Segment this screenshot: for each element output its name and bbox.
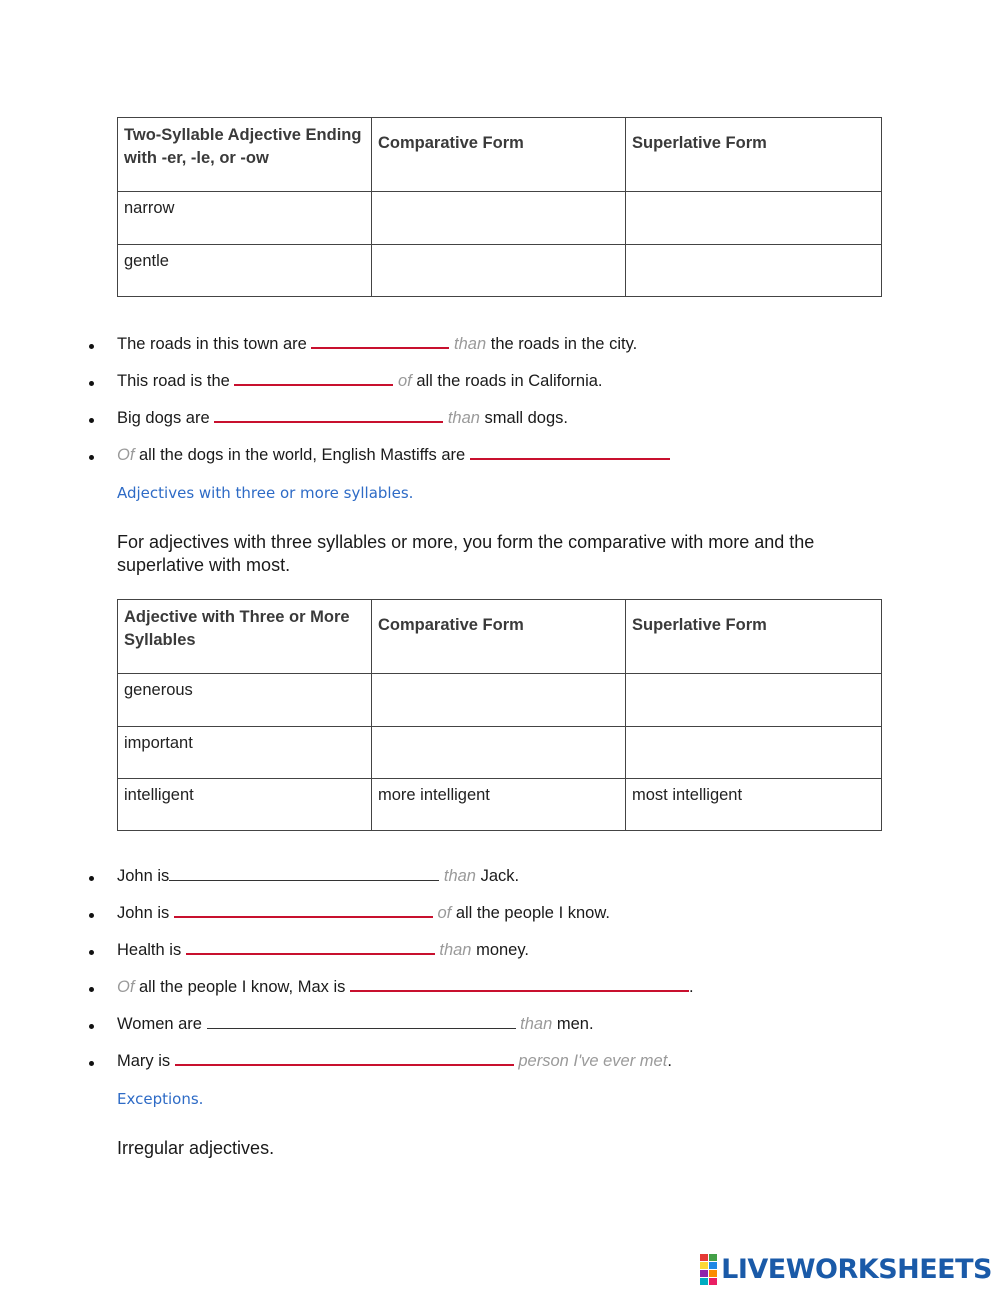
logo-block	[709, 1270, 717, 1277]
section-paragraph: Irregular adjectives.	[117, 1138, 275, 1158]
comparative-example-cell: more intelligent	[372, 779, 626, 831]
table2-cell: generous	[118, 674, 372, 727]
brand-name: LIVEWORKSHEETS	[721, 1253, 992, 1285]
superlative-answer-cell[interactable]	[626, 727, 882, 779]
answer-blank[interactable]	[214, 409, 443, 423]
table1-header-adjective: Two-Syllable Adjective Ending with -er, -le, or -ow	[118, 118, 372, 192]
section-paragraph: For adjectives with three syllables or more, you form the comparative with more and the superlative with most.	[117, 532, 815, 575]
answer-blank[interactable]	[207, 1016, 516, 1029]
liveworksheets-logo-icon	[700, 1254, 717, 1285]
answer-blank[interactable]	[169, 868, 439, 881]
exercise-item: The roads in this town are than the roads in the city.	[117, 335, 638, 353]
section-heading: Exceptions.	[117, 1090, 204, 1108]
answer-blank[interactable]	[470, 446, 670, 460]
exercise-item: Big dogs are than small dogs.	[117, 409, 568, 427]
table-row	[118, 192, 882, 245]
table-row	[118, 674, 882, 727]
exercise-item: Of all the dogs in the world, English Mastiffs are	[117, 446, 670, 465]
logo-block	[709, 1278, 717, 1285]
superlative-answer-cell[interactable]	[626, 192, 882, 245]
exercise-item: John is of all the people I know.	[117, 904, 610, 922]
exercise-item: Of all the people I know, Max is .	[117, 978, 694, 996]
table1-header-comparative: Comparative Form	[372, 118, 626, 192]
liveworksheets-logo	[700, 1254, 992, 1284]
answer-blank[interactable]	[350, 978, 689, 992]
superlative-example-cell: most intelligent	[626, 779, 882, 831]
exercise-item: John is than Jack.	[117, 867, 520, 885]
exercise-item: Health is than money.	[117, 941, 529, 959]
three-syllable-table	[117, 599, 882, 831]
table1-cell: narrow	[118, 192, 372, 245]
comparative-answer-cell[interactable]	[372, 674, 626, 727]
answer-blank[interactable]	[234, 372, 393, 386]
table2-header-comparative: Comparative Form	[372, 600, 626, 674]
superlative-answer-cell[interactable]	[626, 245, 882, 297]
table1-cell: gentle	[118, 245, 372, 297]
logo-block	[709, 1262, 717, 1269]
logo-block	[709, 1254, 717, 1261]
answer-blank[interactable]	[175, 1052, 514, 1066]
comparative-answer-cell[interactable]	[372, 727, 626, 779]
logo-block	[700, 1270, 708, 1277]
table2-cell: intelligent	[118, 779, 372, 831]
answer-blank[interactable]	[174, 904, 433, 918]
answer-blank[interactable]	[186, 941, 435, 955]
comparative-answer-cell[interactable]	[372, 192, 626, 245]
section-heading: Adjectives with three or more syllables.	[117, 484, 414, 502]
table-row	[118, 779, 882, 831]
comparative-answer-cell[interactable]	[372, 245, 626, 297]
exercise-item: Mary is person I've ever met.	[117, 1052, 672, 1070]
answer-blank[interactable]	[311, 335, 449, 349]
table-row	[118, 727, 882, 779]
table-row	[118, 245, 882, 297]
logo-block	[700, 1262, 708, 1269]
superlative-answer-cell[interactable]	[626, 674, 882, 727]
table2-header-superlative: Superlative Form	[626, 600, 882, 674]
exercise-item: This road is the of all the roads in California.	[117, 372, 603, 390]
exercise-item: Women are than men.	[117, 1015, 594, 1033]
table2-cell: important	[118, 727, 372, 779]
table1-header-superlative: Superlative Form	[626, 118, 882, 192]
table2-header-adjective: Adjective with Three or More Syllables	[118, 600, 372, 674]
logo-block	[700, 1278, 708, 1285]
logo-block	[700, 1254, 708, 1261]
two-syllable-table	[117, 117, 882, 297]
